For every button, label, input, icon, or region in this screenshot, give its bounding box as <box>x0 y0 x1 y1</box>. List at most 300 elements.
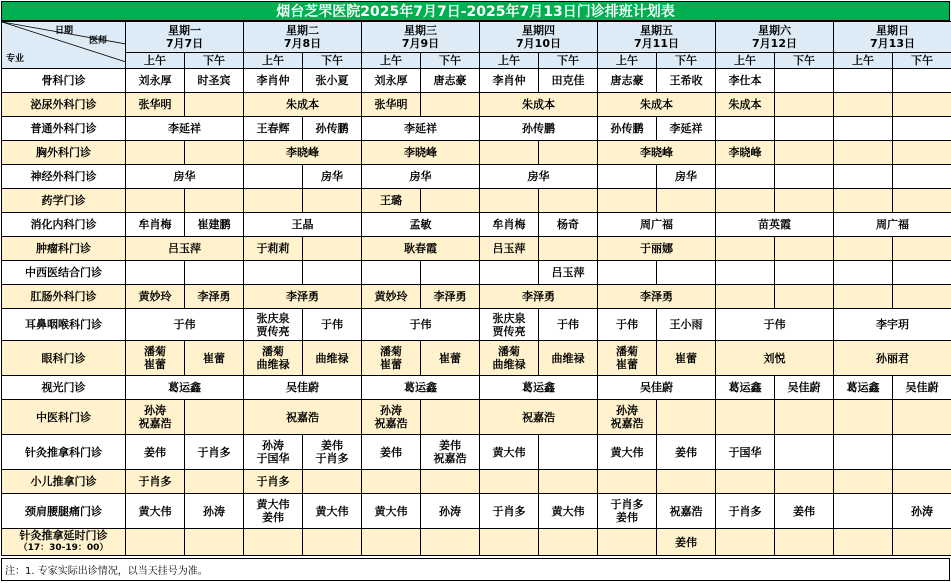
schedule-cell: 李宇玥 <box>834 309 951 341</box>
table-row <box>2 141 951 165</box>
schedule-cell: 房华 <box>303 165 362 189</box>
dept-name <box>2 494 126 529</box>
schedule-cell: 朱成本 <box>598 93 716 117</box>
schedule-cell <box>539 529 598 556</box>
dept-name <box>2 435 126 470</box>
schedule-cell <box>834 494 893 529</box>
schedule-cell: 孙传鹏 <box>598 117 657 141</box>
schedule-cell <box>893 400 951 435</box>
day-header <box>126 22 244 53</box>
schedule-cell: 潘菊 曲维禄 <box>480 341 539 376</box>
schedule-cell <box>421 189 480 213</box>
schedule-cell: 牟肖梅 <box>126 213 185 237</box>
schedule-cell: 李晓峰 <box>244 141 362 165</box>
am-label: 上午 <box>362 53 421 69</box>
schedule-cell: 祝嘉浩 <box>244 400 362 435</box>
schedule-cell <box>834 435 893 470</box>
schedule-cell: 李延祥 <box>362 117 480 141</box>
dept-name <box>2 237 126 261</box>
schedule-cell: 葛运鑫 <box>362 376 480 400</box>
schedule-cell: 崔蕾 <box>657 341 716 376</box>
dept-label: 小儿推拿门诊 <box>31 475 97 488</box>
dept-label: 药学门诊 <box>42 194 86 207</box>
schedule-cell: 孙传鹏 <box>480 117 598 141</box>
schedule-cell <box>775 117 834 141</box>
schedule-cell <box>834 93 893 117</box>
schedule-cell <box>303 529 362 556</box>
schedule-cell: 李延祥 <box>657 117 716 141</box>
schedule-cell: 李晓峰 <box>598 141 716 165</box>
table-row <box>2 376 951 400</box>
schedule-cell <box>834 529 893 556</box>
dept-name <box>2 189 126 213</box>
schedule-cell: 房华 <box>126 165 244 189</box>
schedule-cell: 姜伟 <box>362 435 421 470</box>
schedule-cell: 孙涛 <box>421 494 480 529</box>
dept-name <box>2 341 126 376</box>
schedule-cell <box>480 189 539 213</box>
table-row <box>2 341 951 376</box>
schedule-cell <box>775 470 834 494</box>
schedule-cell: 于伟 <box>716 309 834 341</box>
schedule-cell: 吴佳蔚 <box>244 376 362 400</box>
dept-name <box>2 400 126 435</box>
schedule-cell: 葛运鑫 <box>126 376 244 400</box>
day-header <box>716 22 834 53</box>
dept-name <box>2 261 126 285</box>
schedule-cell: 王小雨 <box>657 309 716 341</box>
schedule-cell: 牟肖梅 <box>480 213 539 237</box>
schedule-cell: 姜伟 <box>775 494 834 529</box>
schedule-cell: 于肖多 姜伟 <box>598 494 657 529</box>
schedule-cell: 刘永厚 <box>126 69 185 93</box>
table-row <box>2 189 951 213</box>
schedule-cell: 杨奇 <box>539 213 598 237</box>
table-row <box>2 435 951 470</box>
schedule-cell <box>716 237 775 261</box>
schedule-cell: 李晓峰 <box>362 141 480 165</box>
corner-date-label: 日期 <box>55 25 73 38</box>
schedule-cell: 孙涛 祝嘉浩 <box>362 400 421 435</box>
table-row <box>2 261 951 285</box>
schedule-cell: 曲维禄 <box>539 341 598 376</box>
schedule-cell <box>775 261 834 285</box>
schedule-cell: 孙涛 <box>185 494 244 529</box>
schedule-cell: 朱成本 <box>244 93 362 117</box>
schedule-cell <box>303 237 362 261</box>
day-weekday: 星期日 <box>834 24 951 37</box>
schedule-cell: 葛运鑫 <box>716 376 775 400</box>
schedule-cell <box>834 189 893 213</box>
schedule-cell <box>185 400 244 435</box>
schedule-cell: 李泽勇 <box>598 285 716 309</box>
schedule-cell <box>185 529 244 556</box>
pm-label: 下午 <box>657 53 716 69</box>
day-weekday: 星期二 <box>244 24 361 37</box>
schedule-cell <box>303 189 362 213</box>
dept-label: 针灸推拿科门诊 <box>25 446 102 459</box>
schedule-cell: 周广福 <box>834 213 951 237</box>
schedule-cell: 孙传鹏 <box>303 117 362 141</box>
schedule-cell <box>834 470 893 494</box>
dept-hours: （17：30-19：00） <box>2 542 125 555</box>
table-row <box>2 213 951 237</box>
schedule-cell <box>893 285 951 309</box>
dept-name <box>2 165 126 189</box>
schedule-cell: 于伟 <box>539 309 598 341</box>
dept-name <box>2 69 126 93</box>
pm-label: 下午 <box>185 53 244 69</box>
schedule-cell <box>539 470 598 494</box>
schedule-cell: 王璐 <box>362 189 421 213</box>
schedule-cell: 孙涛 <box>893 494 951 529</box>
dept-name <box>2 285 126 309</box>
dept-name <box>2 213 126 237</box>
table-row <box>2 165 951 189</box>
schedule-cell: 于肖多 <box>244 470 303 494</box>
schedule-cell <box>421 93 480 117</box>
schedule-cell: 时圣宾 <box>185 69 244 93</box>
schedule-cell: 于肖多 <box>716 494 775 529</box>
schedule-cell: 唐志豪 <box>421 69 480 93</box>
schedule-cell <box>893 69 951 93</box>
schedule-cell: 吕玉萍 <box>480 237 539 261</box>
schedule-cell: 王春辉 <box>244 117 303 141</box>
schedule-cell <box>598 261 657 285</box>
schedule-cell <box>362 261 421 285</box>
day-weekday: 星期六 <box>716 24 833 37</box>
schedule-cell <box>834 261 893 285</box>
dept-label: 神经外科门诊 <box>31 170 97 183</box>
schedule-cell: 田克佳 <box>539 69 598 93</box>
schedule-cell: 黄大伟 <box>362 494 421 529</box>
schedule-cell <box>716 529 775 556</box>
dept-label: 中医科门诊 <box>36 411 91 424</box>
schedule-cell <box>893 435 951 470</box>
schedule-cell <box>716 189 775 213</box>
schedule-cell: 朱成本 <box>480 93 598 117</box>
schedule-cell <box>244 529 303 556</box>
schedule-cell: 吕玉萍 <box>539 261 598 285</box>
schedule-cell: 崔建鹏 <box>185 213 244 237</box>
schedule-cell: 崔蕾 <box>421 341 480 376</box>
schedule-cell: 黄大伟 <box>598 435 657 470</box>
schedule-cell: 张庆泉 贾传亮 <box>244 309 303 341</box>
schedule-cell <box>893 261 951 285</box>
header-corner <box>2 22 126 69</box>
schedule-cell <box>303 261 362 285</box>
schedule-cell <box>893 237 951 261</box>
day-date: 7月8日 <box>244 37 361 50</box>
dept-label: 中西医结合门诊 <box>25 266 102 279</box>
schedule-cell <box>775 189 834 213</box>
dept-label: 肿瘤科门诊 <box>36 242 91 255</box>
schedule-cell <box>893 529 951 556</box>
dept-label: 肛肠外科门诊 <box>31 290 97 303</box>
dept-label: 胸外科门诊 <box>36 146 91 159</box>
schedule-cell: 张庆泉 贾传亮 <box>480 309 539 341</box>
schedule-cell <box>126 189 185 213</box>
day-header <box>598 22 716 53</box>
schedule-cell: 于国华 <box>716 435 775 470</box>
schedule-cell <box>775 435 834 470</box>
table-row <box>2 117 951 141</box>
am-label: 上午 <box>598 53 657 69</box>
table-row <box>2 237 951 261</box>
schedule-cell <box>421 261 480 285</box>
schedule-cell <box>834 69 893 93</box>
schedule-cell <box>716 285 775 309</box>
am-label: 上午 <box>716 53 775 69</box>
schedule-cell <box>480 529 539 556</box>
schedule-cell: 房华 <box>362 165 480 189</box>
dept-label: 眼科门诊 <box>42 352 86 365</box>
schedule-cell: 于伟 <box>598 309 657 341</box>
day-date: 7月11日 <box>598 37 715 50</box>
dept-name <box>2 141 126 165</box>
schedule-cell: 黄大伟 <box>303 494 362 529</box>
schedule-cell <box>716 400 775 435</box>
schedule-cell: 李泽勇 <box>185 285 244 309</box>
day-header <box>362 22 480 53</box>
schedule-cell <box>775 165 834 189</box>
schedule-cell: 黄大伟 姜伟 <box>244 494 303 529</box>
schedule-cell: 于肖多 <box>126 470 185 494</box>
schedule-cell <box>834 237 893 261</box>
schedule-cell: 李泽勇 <box>421 285 480 309</box>
schedule-cell <box>244 189 303 213</box>
schedule-title: 烟台芝罘医院2025年7月7日-2025年7月13日门诊排班计划表 <box>1 1 950 21</box>
day-date: 7月9日 <box>362 37 479 50</box>
schedule-cell <box>716 261 775 285</box>
schedule-cell <box>244 261 303 285</box>
pm-label: 下午 <box>421 53 480 69</box>
schedule-cell <box>539 435 598 470</box>
schedule-cell: 李延祥 <box>126 117 244 141</box>
schedule-cell <box>834 141 893 165</box>
schedule-cell: 于莉莉 <box>244 237 303 261</box>
schedule-cell: 黄大伟 <box>480 435 539 470</box>
dept-label: 耳鼻咽喉科门诊 <box>25 318 102 331</box>
schedule-cell <box>598 189 657 213</box>
day-weekday: 星期五 <box>598 24 715 37</box>
schedule-cell: 曲维禄 <box>303 341 362 376</box>
schedule-cell <box>716 470 775 494</box>
schedule-cell: 葛运鑫 <box>834 376 893 400</box>
pm-label: 下午 <box>893 53 951 69</box>
schedule-cell: 于肖多 <box>480 494 539 529</box>
schedule-cell <box>480 470 539 494</box>
schedule-cell <box>893 141 951 165</box>
am-label: 上午 <box>126 53 185 69</box>
table-row <box>2 309 951 341</box>
schedule-cell: 孙丽君 <box>834 341 951 376</box>
dept-name <box>2 529 126 556</box>
dept-name <box>2 309 126 341</box>
pm-label: 下午 <box>303 53 362 69</box>
schedule-cell: 王希收 <box>657 69 716 93</box>
schedule-cell <box>775 69 834 93</box>
schedule-cell <box>834 165 893 189</box>
schedule-cell <box>362 470 421 494</box>
schedule-cell <box>539 189 598 213</box>
schedule-cell <box>185 141 244 165</box>
dept-label: 骨科门诊 <box>42 74 86 87</box>
schedule-cell <box>775 237 834 261</box>
schedule-cell: 潘菊 崔蕾 <box>126 341 185 376</box>
dept-label: 消化内科门诊 <box>31 218 97 231</box>
schedule-cell <box>126 141 185 165</box>
schedule-cell: 王晶 <box>244 213 362 237</box>
schedule-cell: 张华明 <box>126 93 185 117</box>
table-row <box>2 470 951 494</box>
schedule-cell <box>775 93 834 117</box>
schedule-cell: 于伟 <box>126 309 244 341</box>
schedule-cell <box>185 189 244 213</box>
schedule-cell <box>421 400 480 435</box>
schedule-cell: 房华 <box>657 165 716 189</box>
corner-doctor-label: 医师 <box>89 35 107 48</box>
day-header <box>834 22 951 53</box>
schedule-cell <box>834 400 893 435</box>
day-weekday: 星期一 <box>126 24 243 37</box>
schedule-cell: 孟敏 <box>362 213 480 237</box>
schedule-cell: 吴佳蔚 <box>893 376 951 400</box>
table-row <box>2 69 951 93</box>
schedule-cell <box>775 141 834 165</box>
schedule-cell <box>362 529 421 556</box>
schedule-cell <box>775 529 834 556</box>
schedule-table <box>1 21 951 556</box>
dept-label: 泌尿外科门诊 <box>31 98 97 111</box>
schedule-cell <box>421 470 480 494</box>
schedule-cell <box>185 470 244 494</box>
schedule-cell <box>893 470 951 494</box>
schedule-cell <box>893 189 951 213</box>
dept-label: 视光门诊 <box>42 381 86 394</box>
schedule-cell: 于肖多 <box>185 435 244 470</box>
schedule-cell: 姜伟 于肖多 <box>303 435 362 470</box>
schedule-cell <box>657 189 716 213</box>
schedule-cell <box>244 165 303 189</box>
schedule-cell <box>834 285 893 309</box>
schedule-cell: 刘悦 <box>716 341 834 376</box>
schedule-cell: 李仕本 <box>716 69 775 93</box>
schedule-cell: 唐志豪 <box>598 69 657 93</box>
schedule-cell <box>716 165 775 189</box>
am-label: 上午 <box>834 53 893 69</box>
day-weekday: 星期三 <box>362 24 479 37</box>
table-row <box>2 494 951 529</box>
table-row <box>2 529 951 556</box>
table-row <box>2 93 951 117</box>
schedule-cell: 黄大伟 <box>539 494 598 529</box>
day-header <box>480 22 598 53</box>
schedule-cell: 李晓峰 <box>716 141 775 165</box>
schedule-cell <box>598 529 657 556</box>
schedule-cell <box>303 470 362 494</box>
schedule-cell: 姜伟 祝嘉浩 <box>421 435 480 470</box>
schedule-cell <box>126 529 185 556</box>
schedule-cell: 姜伟 <box>126 435 185 470</box>
schedule-cell <box>480 141 539 165</box>
table-row <box>2 285 951 309</box>
schedule-cell: 房华 <box>480 165 598 189</box>
schedule-cell: 潘菊 崔蕾 <box>598 341 657 376</box>
schedule-cell <box>598 470 657 494</box>
schedule-cell: 吴佳蔚 <box>598 376 716 400</box>
schedule-cell: 于伟 <box>303 309 362 341</box>
schedule-cell: 耿春霞 <box>362 237 480 261</box>
schedule-cell <box>893 117 951 141</box>
am-label: 上午 <box>480 53 539 69</box>
dept-label: 普通外科门诊 <box>31 122 97 135</box>
corner-specialty-label: 专业 <box>6 53 24 66</box>
pm-label: 下午 <box>539 53 598 69</box>
schedule-cell: 葛运鑫 <box>480 376 598 400</box>
schedule-cell: 苗英霞 <box>716 213 834 237</box>
day-weekday: 星期四 <box>480 24 597 37</box>
day-header <box>244 22 362 53</box>
schedule-cell: 潘菊 曲维禄 <box>244 341 303 376</box>
dept-name <box>2 470 126 494</box>
schedule-cell <box>775 285 834 309</box>
schedule-cell: 祝嘉浩 <box>657 494 716 529</box>
schedule-cell: 姜伟 <box>657 529 716 556</box>
schedule-cell <box>893 93 951 117</box>
schedule-cell: 黄妙玲 <box>126 285 185 309</box>
schedule-cell <box>421 529 480 556</box>
schedule-cell: 张华明 <box>362 93 421 117</box>
schedule-cell: 孙涛 于国华 <box>244 435 303 470</box>
schedule-cell: 孙涛 祝嘉浩 <box>598 400 657 435</box>
schedule-cell <box>185 261 244 285</box>
schedule-cell: 李泽勇 <box>480 285 598 309</box>
schedule-cell <box>657 470 716 494</box>
day-date: 7月13日 <box>834 37 951 50</box>
schedule-cell: 吕玉萍 <box>126 237 244 261</box>
schedule-cell: 潘菊 崔蕾 <box>362 341 421 376</box>
schedule-cell <box>480 261 539 285</box>
schedule-cell: 李肖仲 <box>480 69 539 93</box>
dept-name <box>2 376 126 400</box>
day-date: 7月12日 <box>716 37 833 50</box>
day-date: 7月10日 <box>480 37 597 50</box>
dept-label: 颈肩腰腿痛门诊 <box>25 505 102 518</box>
footnote: 注：1. 专家实际出诊情况，以当天挂号为准。 <box>1 558 950 581</box>
schedule-cell: 张小夏 <box>303 69 362 93</box>
schedule-cell <box>539 237 598 261</box>
schedule-cell: 于伟 <box>362 309 480 341</box>
schedule-cell: 姜伟 <box>657 435 716 470</box>
schedule-cell: 黄大伟 <box>126 494 185 529</box>
dept-name <box>2 93 126 117</box>
schedule-cell <box>834 117 893 141</box>
schedule-cell: 刘永厚 <box>362 69 421 93</box>
schedule-cell: 黄妙玲 <box>362 285 421 309</box>
schedule-cell <box>657 261 716 285</box>
schedule-cell: 周广福 <box>598 213 716 237</box>
schedule-cell <box>775 400 834 435</box>
schedule-cell: 吴佳蔚 <box>775 376 834 400</box>
schedule-cell: 孙涛 祝嘉浩 <box>126 400 185 435</box>
schedule-cell <box>539 141 598 165</box>
schedule-cell: 朱成本 <box>716 93 775 117</box>
schedule-cell: 李泽勇 <box>244 285 362 309</box>
dept-name <box>2 117 126 141</box>
schedule-cell: 祝嘉浩 <box>480 400 598 435</box>
schedule-cell <box>716 117 775 141</box>
